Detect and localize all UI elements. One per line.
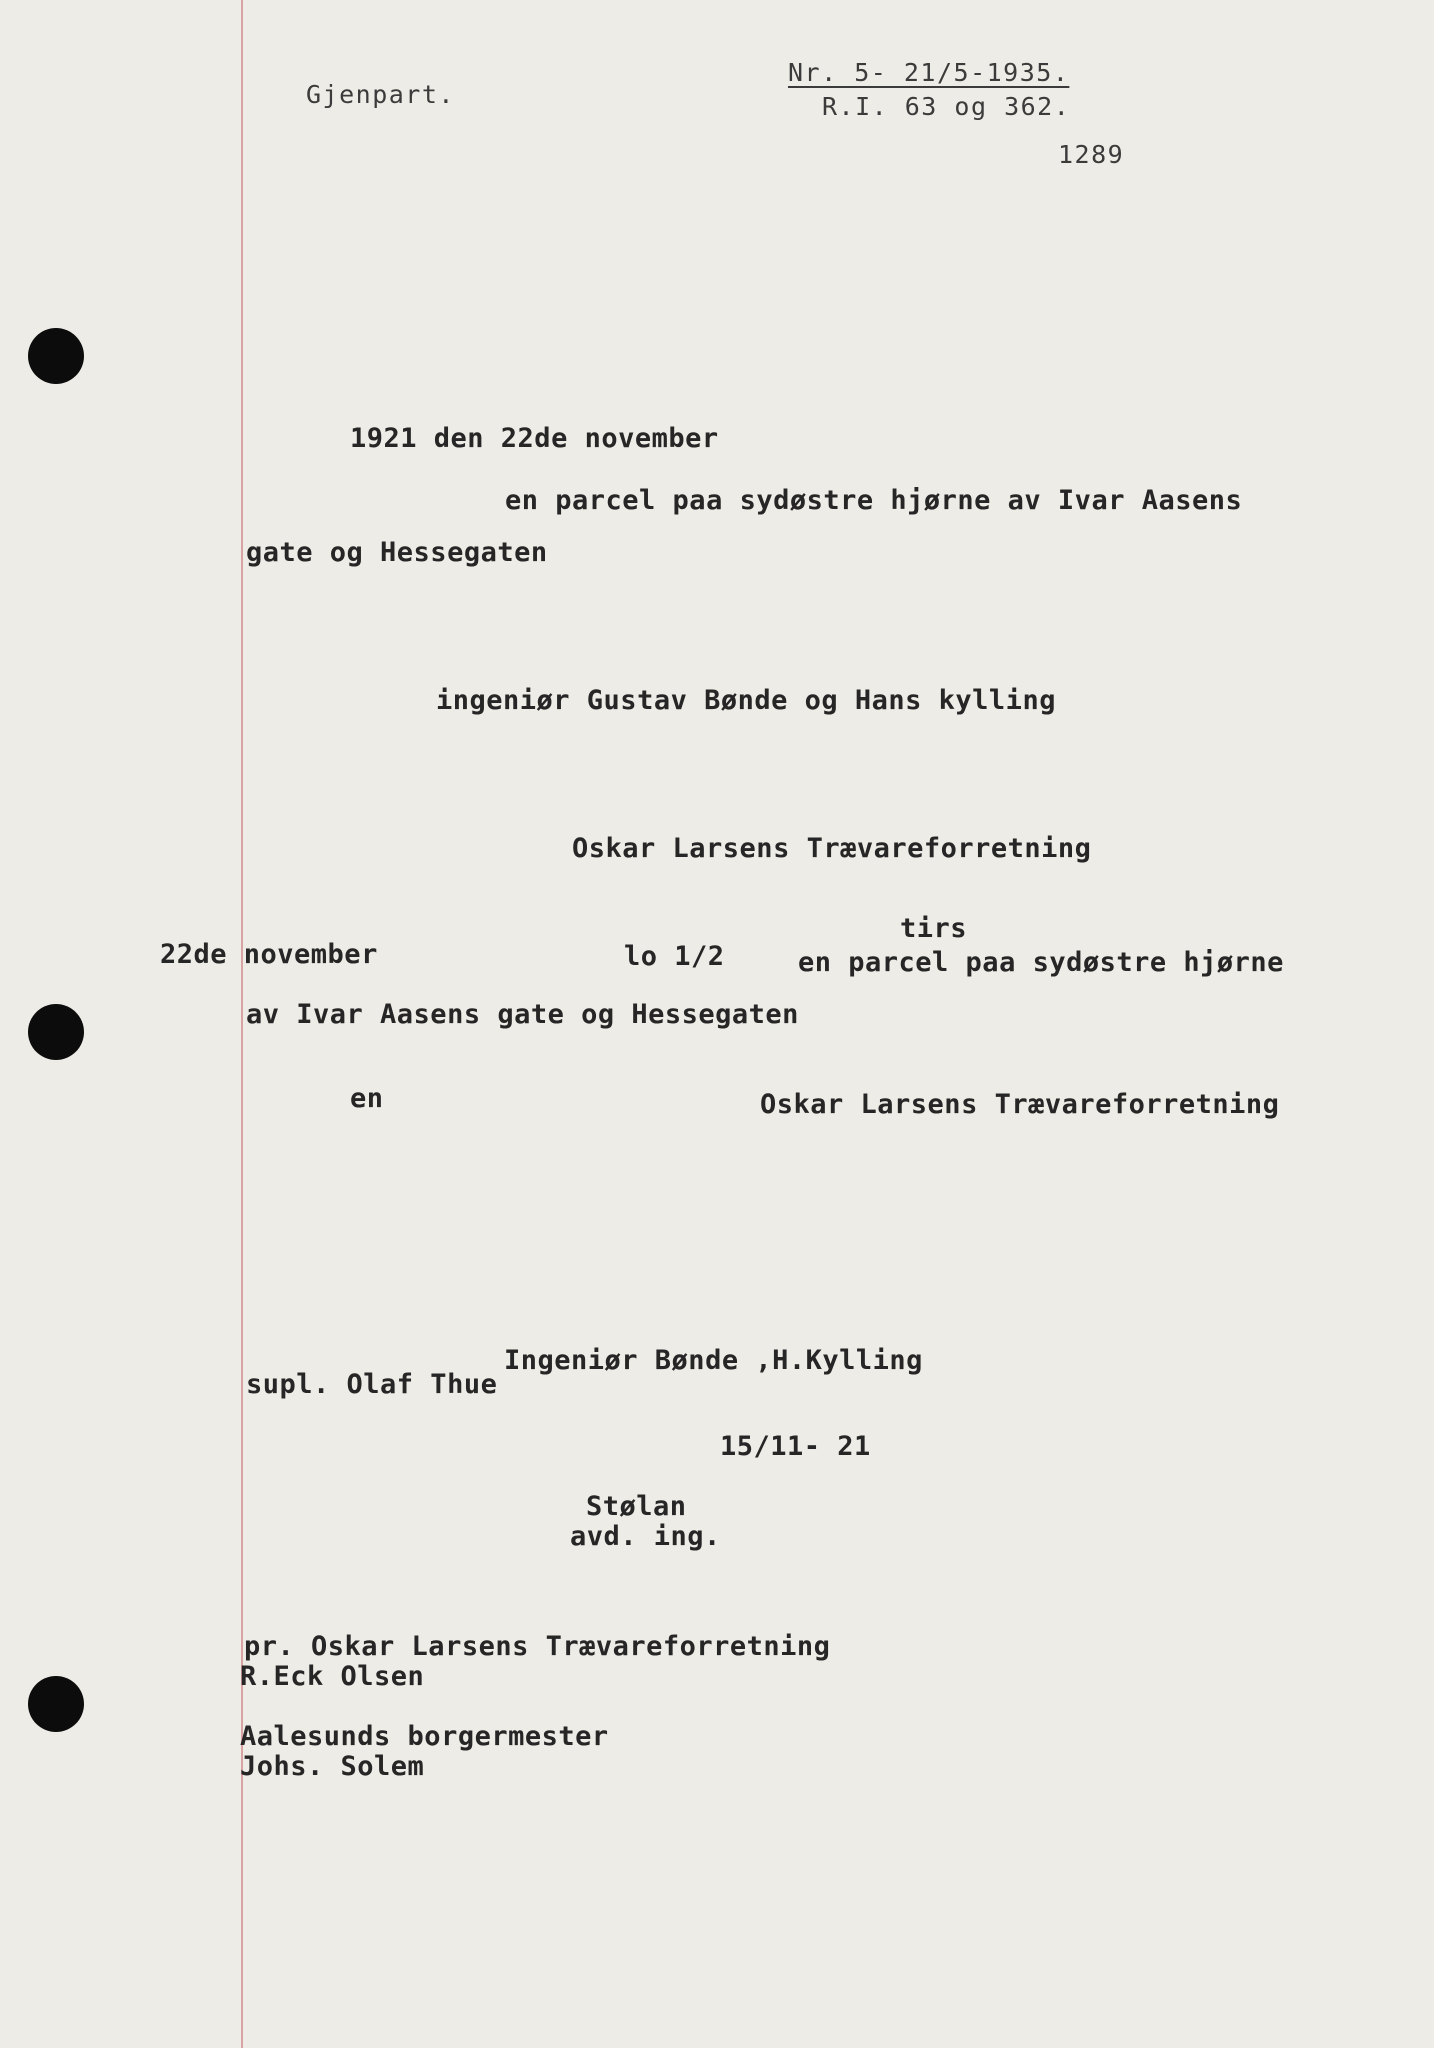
amount: lo 1/2 — [624, 941, 725, 972]
mayor-line: Aalesunds borgermester — [240, 1721, 609, 1752]
punch-hole — [28, 328, 84, 384]
supl-line: supl. Olaf Thue — [246, 1369, 498, 1400]
punch-hole — [28, 1676, 84, 1732]
parcel2-line-2: av Ivar Aasens gate og Hessegaten — [246, 999, 799, 1030]
company-line-1: Oskar Larsens Trævareforretning — [572, 833, 1092, 864]
parcel-line-2: gate og Hessegaten — [246, 537, 548, 568]
parcel2-line-1: en parcel paa sydøstre hjørne — [798, 947, 1284, 978]
parties-line: ingeniør Gustav Bønde og Hans kylling — [436, 685, 1056, 716]
avd-line: avd. ing. — [570, 1521, 721, 1552]
date-line: 1921 den 22de november — [350, 423, 719, 454]
stolan-line: Stølan — [586, 1491, 687, 1522]
document-number: Nr. 5- 21/5-1935. — [788, 58, 1070, 87]
en-word: en — [350, 1083, 384, 1114]
parcel-line-1: en parcel paa sydøstre hjørne av Ivar Aasens — [505, 485, 1243, 516]
gjenpart-label: Gjenpart. — [306, 80, 455, 109]
punch-hole — [28, 1004, 84, 1060]
document-reference: R.I. 63 og 362. — [822, 92, 1071, 121]
johs-solem-line: Johs. Solem — [240, 1751, 425, 1782]
date-line-2: 22de november — [160, 939, 378, 970]
tirs-annotation: tirs — [900, 913, 968, 944]
signers-line: Ingeniør Bønde ,H.Kylling — [504, 1345, 923, 1376]
pr-company-line: pr. Oskar Larsens Trævareforretning — [244, 1631, 831, 1662]
company-line-2: Oskar Larsens Trævareforretning — [760, 1089, 1280, 1120]
page-number: 1289 — [1058, 140, 1125, 169]
eck-olsen-line: R.Eck Olsen — [240, 1661, 425, 1692]
date-line-3: 15/11- 21 — [720, 1431, 871, 1462]
